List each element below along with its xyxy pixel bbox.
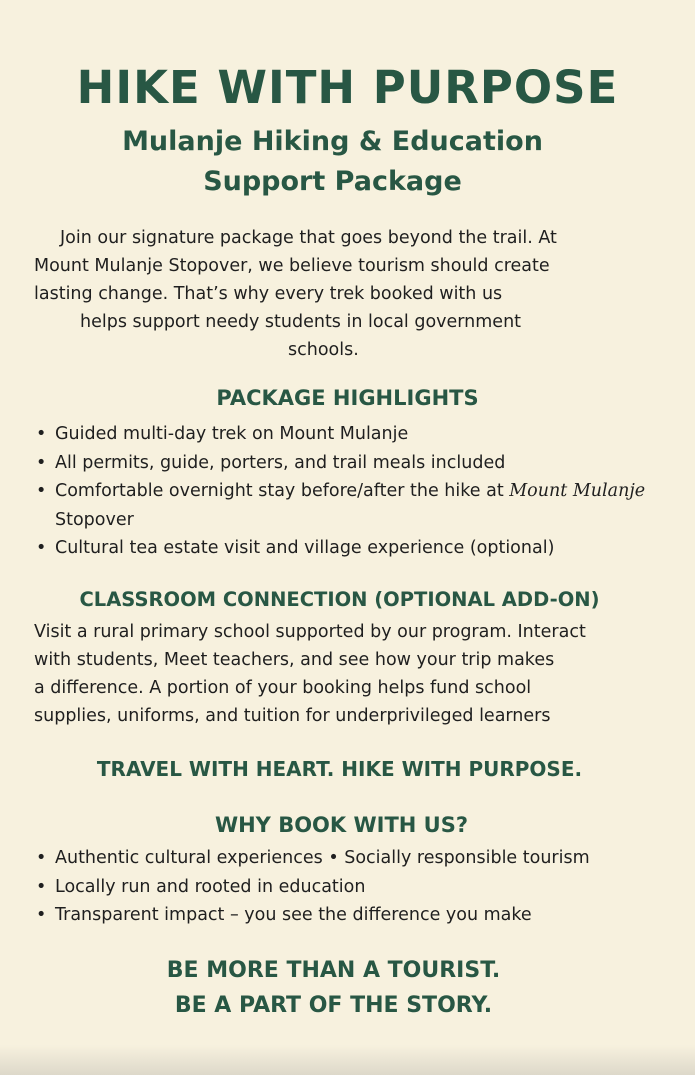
intro-paragraph [34, 224, 654, 364]
page-bottom-shadow [0, 1045, 695, 1075]
tagline: TRAVEL WITH HEART. HIKE WITH PURPOSE. [96, 757, 583, 781]
subtitle-line-2: Support Package [203, 166, 462, 197]
classroom-line-3: a difference. A portion of your booking helps fund school [34, 678, 532, 698]
page-subtitle [0, 122, 665, 202]
list-item-text: Authentic cultural experiences • Socially responsible tourism [55, 848, 590, 868]
list-item [34, 449, 674, 478]
list-item [34, 844, 674, 873]
emphasis-text: Mount Mulanje [509, 481, 646, 501]
list-item-text: All permits, guide, porters, and trail meals included [55, 452, 506, 473]
intro-line-3: lasting change. That’s why every trek booked with us [34, 284, 503, 304]
classroom-heading: CLASSROOM CONNECTION (OPTIONAL ADD-ON) [79, 588, 600, 611]
classroom-line-2: with students, Meet teachers, and see how your trip makes [34, 650, 555, 670]
list-item-text: Comfortable overnight stay before/after the hike at [55, 481, 504, 501]
list-item-text: Cultural tea estate visit and village experience (optional) [55, 538, 555, 558]
intro-line-2: Mount Mulanje Stopover, we believe tourism should create [34, 256, 550, 276]
why-heading: WHY BOOK WITH US? [214, 813, 469, 837]
intro-line-5: schools. [288, 340, 359, 360]
intro-line-4: helps support needy students in local government [80, 312, 522, 332]
closing-line-2: BE A PART OF THE STORY. [174, 993, 493, 1018]
list-item-text: Guided multi-day trek on Mount Mulanje [55, 424, 409, 444]
list-item [34, 873, 674, 902]
closing-line-1: BE MORE THAN A TOURIST. [166, 958, 501, 983]
subtitle-line-1: Mulanje Hiking & Education [122, 126, 543, 157]
intro-line-1: Join our signature package that goes beyond the trail. At [60, 228, 557, 248]
list-item [34, 534, 674, 563]
list-item [34, 901, 674, 930]
closing-message [0, 953, 681, 1023]
highlights-heading: PACKAGE HIGHLIGHTS [216, 386, 479, 410]
why-list [34, 844, 674, 930]
page-title: HIKE WITH PURPOSE [76, 61, 619, 114]
classroom-paragraph [34, 618, 674, 730]
list-item-text: Locally run and rooted in education [55, 876, 366, 897]
list-item [34, 420, 674, 449]
list-item-text: Transparent impact – you see the difference you make [55, 905, 532, 925]
list-item-text-tail: Stopover [55, 509, 134, 530]
classroom-line-1: Visit a rural primary school supported by our program. Interact [34, 622, 586, 642]
highlights-list [34, 420, 674, 563]
classroom-line-4: supplies, uniforms, and tuition for underprivileged learners [34, 706, 551, 726]
list-item [34, 477, 674, 534]
